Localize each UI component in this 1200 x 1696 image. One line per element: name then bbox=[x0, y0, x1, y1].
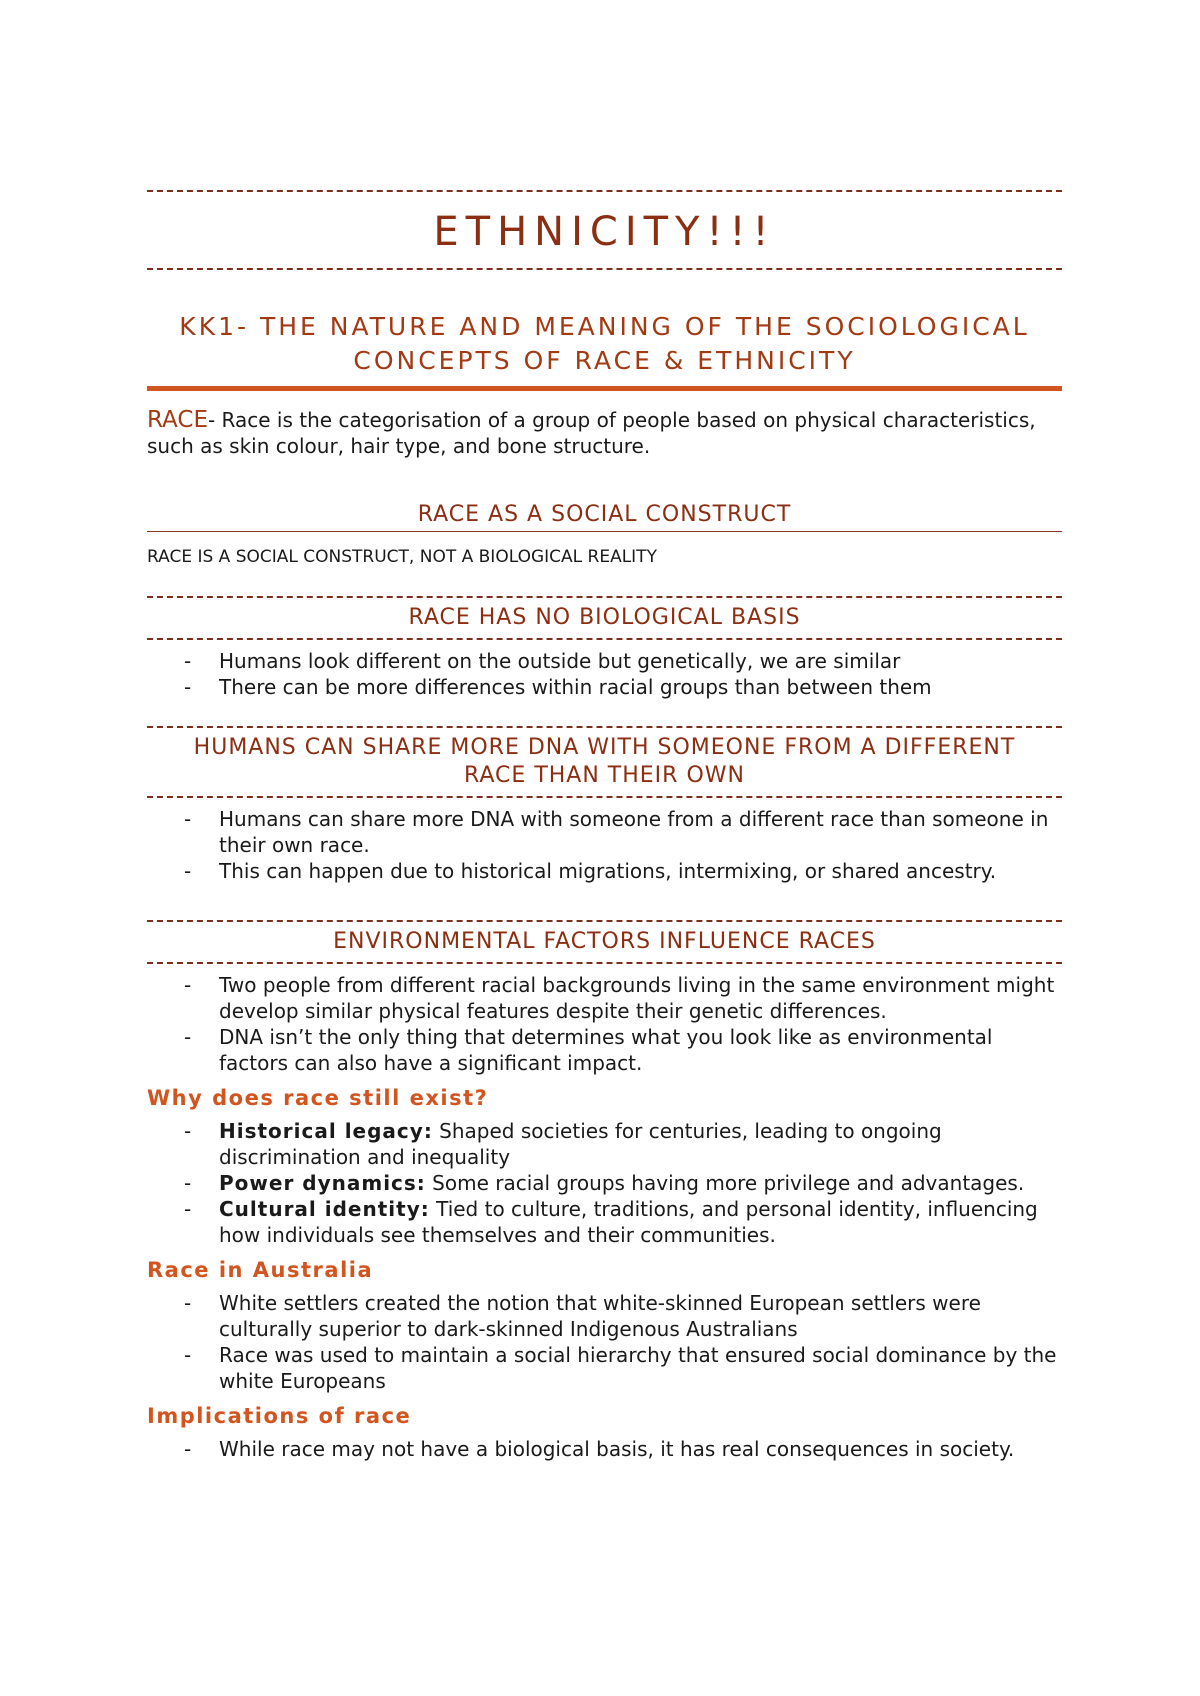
section-heading bbox=[147, 732, 1062, 792]
list-item bbox=[147, 1170, 1062, 1196]
list-item-term: Historical legacy: bbox=[219, 1119, 433, 1143]
section-heading-line-2: RACE THAN THEIR OWN bbox=[464, 763, 745, 788]
section-no-biological-basis bbox=[147, 596, 1062, 700]
why-race-exists-heading: Why does race still exist? bbox=[147, 1086, 489, 1110]
list-item bbox=[147, 1118, 1062, 1170]
list-item-term: Power dynamics: bbox=[219, 1171, 426, 1195]
document-content bbox=[147, 190, 1062, 1462]
social-construct-statement: RACE IS A SOCIAL CONSTRUCT, NOT A BIOLOGICAL REALITY bbox=[147, 547, 657, 567]
section-heading-line-1: HUMANS CAN SHARE MORE DNA WITH SOMEONE FROM A DIFFERENT bbox=[193, 735, 1016, 760]
list-item: - Race was used to maintain a social hierarchy that ensured social dominance by the white Europeans bbox=[147, 1342, 1062, 1394]
kk1-heading-line-2: CONCEPTS OF RACE & ETHNICITY bbox=[353, 346, 856, 375]
title-bottom-rule bbox=[147, 268, 1062, 270]
race-in-australia-list bbox=[147, 1290, 1062, 1394]
list-item: - DNA isn’t the only thing that determines what you look like as environmental factors can also have a significant impact. bbox=[147, 1024, 1062, 1076]
list-item-text: Some racial groups having more privilege and advantages. bbox=[425, 1171, 1025, 1195]
document-title: ETHNICITY!!! bbox=[433, 209, 776, 255]
race-term: RACE bbox=[147, 407, 208, 433]
race-definition-text: - Race is the categorisation of a group of people based on physical characteristics, such as skin colour, hair type, and bone structure. bbox=[147, 408, 1036, 458]
social-construct-heading: RACE AS A SOCIAL CONSTRUCT bbox=[417, 502, 792, 527]
why-race-exists-list bbox=[147, 1118, 1062, 1248]
section-share-dna bbox=[147, 726, 1062, 884]
section-environmental-factors bbox=[147, 920, 1062, 1076]
section-bottom-rule bbox=[147, 962, 1062, 964]
section-top-rule bbox=[147, 920, 1062, 922]
race-definition bbox=[147, 407, 1062, 459]
list-item: - Humans can share more DNA with someone from a different race than someone in their own race. bbox=[147, 806, 1062, 858]
section-heading: RACE HAS NO BIOLOGICAL BASIS bbox=[408, 605, 801, 630]
list-item-text: Shaped societies for centuries, leading to ongoing discrimination and inequality bbox=[219, 1119, 942, 1169]
list-item: - White settlers created the notion that white-skinned European settlers were culturally superior to dark-skinned Indigenous Australians bbox=[147, 1290, 1062, 1342]
bullet-list bbox=[147, 972, 1062, 1076]
race-in-australia-heading: Race in Australia bbox=[147, 1258, 374, 1282]
list-item bbox=[147, 1196, 1062, 1248]
list-item: - There can be more differences within racial groups than between them bbox=[147, 674, 1062, 700]
section-bottom-rule bbox=[147, 796, 1062, 798]
bullet-list bbox=[147, 648, 1062, 700]
list-item: - While race may not have a biological basis, it has real consequences in society. bbox=[147, 1436, 1062, 1462]
implications-list bbox=[147, 1436, 1062, 1462]
kk1-heading-line-1: KK1- THE NATURE AND MEANING OF THE SOCIOLOGICAL bbox=[179, 312, 1030, 341]
kk1-heading bbox=[147, 310, 1062, 378]
section-heading: ENVIRONMENTAL FACTORS INFLUENCE RACES bbox=[333, 929, 876, 954]
section-top-rule bbox=[147, 596, 1062, 598]
social-construct-underline bbox=[147, 531, 1062, 532]
section-top-rule bbox=[147, 726, 1062, 728]
list-item-term: Cultural identity: bbox=[219, 1197, 430, 1221]
list-item: - This can happen due to historical migrations, intermixing, or shared ancestry. bbox=[147, 858, 1062, 884]
implications-heading: Implications of race bbox=[147, 1404, 412, 1428]
list-item: - Two people from different racial backgrounds living in the same environment might develop similar physical features despite their genetic differences. bbox=[147, 972, 1062, 1024]
bullet-list bbox=[147, 806, 1062, 884]
list-item-text: Tied to culture, traditions, and personal identity, influencing how individuals see themselves and their communities. bbox=[219, 1197, 1038, 1247]
kk1-underline bbox=[147, 386, 1062, 391]
list-item: - Humans look different on the outside but genetically, we are similar bbox=[147, 648, 1062, 674]
section-bottom-rule bbox=[147, 638, 1062, 640]
